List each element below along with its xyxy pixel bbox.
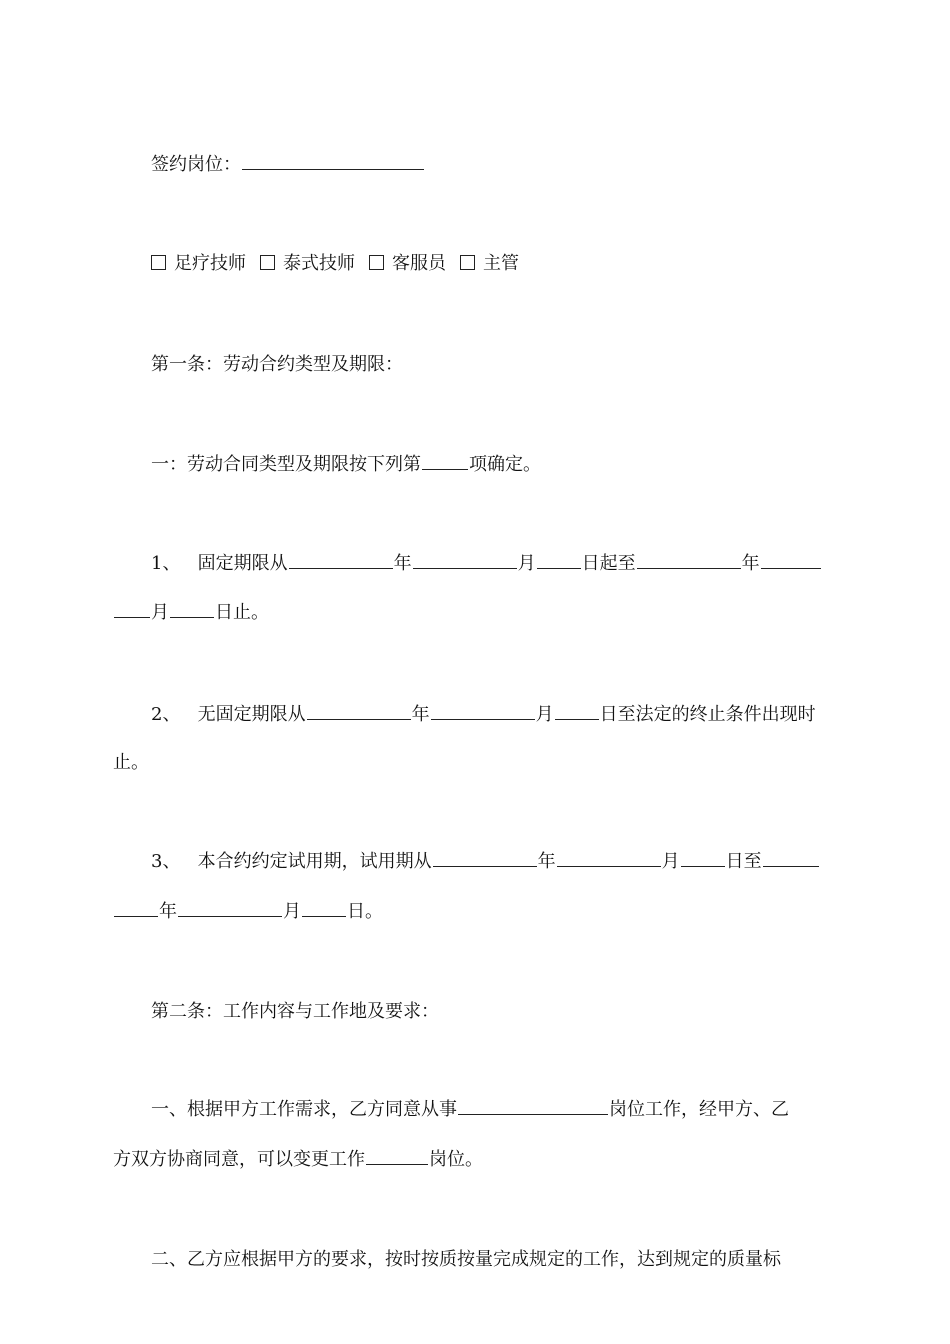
- item3-end-month-blank[interactable]: [178, 900, 282, 917]
- article2-p1-line1: 一、根据甲方工作需求，乙方同意从事 岗位工作，经甲方、乙: [151, 1099, 789, 1120]
- item3-end-year-blank-part1[interactable]: [763, 850, 819, 867]
- item3-start-year-blank[interactable]: [433, 850, 537, 867]
- item1-line2: 月 日止。: [113, 601, 837, 625]
- item3-start-day-blank[interactable]: [681, 850, 725, 867]
- article1-title: 第一条：劳动合约类型及期限：: [151, 354, 403, 375]
- item1-end-month-blank-part1[interactable]: [761, 552, 821, 569]
- item3-end-day-blank[interactable]: [302, 900, 346, 917]
- article2-p2-line1: 二、乙方应根据甲方的要求，按时按质按量完成规定的工作，达到规定的质量标: [151, 1249, 781, 1270]
- item1-end-year-blank[interactable]: [637, 552, 741, 569]
- item2-start-day-blank[interactable]: [555, 703, 599, 720]
- item3-line2: 年 月 日。: [113, 900, 837, 924]
- checkbox-icon[interactable]: [460, 255, 475, 270]
- article1-intro: 一：劳动合同类型及期限按下列第 项确定。: [151, 454, 541, 475]
- option-customer-service[interactable]: 客服员: [369, 252, 446, 276]
- item3-line1: 3、 本合约约定试用期，试用期从 年 月 日至: [113, 850, 875, 874]
- option-foot-therapist[interactable]: 足疗技师: [151, 252, 246, 276]
- item1-start-day-blank[interactable]: [537, 552, 581, 569]
- position-line: [113, 153, 875, 177]
- item1-line1: 1、 固定期限从 年 月 日起至 年: [113, 552, 875, 576]
- option-supervisor[interactable]: 主管: [460, 252, 519, 276]
- item2-line1: 2、 无固定期限从 年 月 日至法定的终止条件出现时: [151, 704, 816, 725]
- article2-p1-line2: 方双方协商同意，可以变更工作 岗位。: [113, 1149, 483, 1170]
- option-number-blank[interactable]: [422, 453, 468, 470]
- position-label: 签约岗位：: [151, 154, 241, 175]
- item1-end-day-blank[interactable]: [170, 601, 214, 618]
- item3-end-year-blank-part2[interactable]: [114, 900, 158, 917]
- position-options: [113, 252, 875, 276]
- checkbox-icon[interactable]: [151, 255, 166, 270]
- checkbox-icon[interactable]: [369, 255, 384, 270]
- item2-line2: 止。: [113, 752, 149, 773]
- item2-start-month-blank[interactable]: [431, 703, 535, 720]
- position-blank[interactable]: [242, 153, 424, 170]
- item2-start-year-blank[interactable]: [307, 703, 411, 720]
- option-thai-therapist[interactable]: 泰式技师: [260, 252, 355, 276]
- item3-start-month-blank[interactable]: [557, 850, 661, 867]
- item1-start-year-blank[interactable]: [289, 552, 393, 569]
- item1-start-month-blank[interactable]: [413, 552, 517, 569]
- item1-end-month-blank-part2[interactable]: [114, 601, 150, 618]
- checkbox-icon[interactable]: [260, 255, 275, 270]
- changed-position-blank[interactable]: [366, 1148, 428, 1165]
- article2-title: 第二条：工作内容与工作地及要求：: [151, 1001, 439, 1022]
- job-position-blank[interactable]: [458, 1098, 608, 1115]
